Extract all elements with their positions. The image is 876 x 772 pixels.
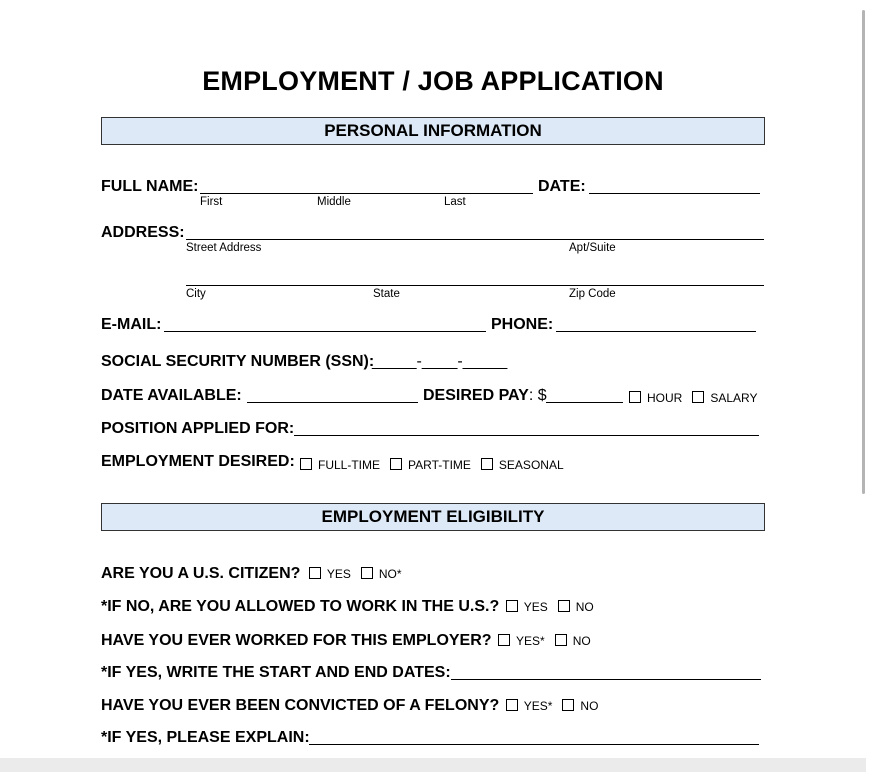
- allowed-yes-label: YES: [523, 600, 548, 614]
- allowed-yes-checkbox[interactable]: [506, 600, 518, 612]
- seasonal-checkbox[interactable]: [481, 458, 493, 470]
- date-available-field[interactable]: [247, 402, 418, 403]
- hour-checkbox[interactable]: [629, 391, 641, 403]
- street-address-field[interactable]: [186, 239, 764, 240]
- ssn-field[interactable]: _____-____-_____: [372, 353, 508, 370]
- felony-no-label: NO: [580, 699, 599, 713]
- citizen-question: ARE YOU A U.S. CITIZEN?: [101, 565, 301, 582]
- worked-row: [101, 632, 601, 650]
- page-title: EMPLOYMENT / JOB APPLICATION: [202, 66, 664, 96]
- address-label: ADDRESS:: [101, 224, 185, 241]
- full-time-checkbox[interactable]: [300, 458, 312, 470]
- state-sublabel: State: [373, 288, 400, 300]
- apt-suite-sublabel: Apt/Suite: [569, 242, 616, 254]
- seasonal-label: SEASONAL: [498, 458, 564, 472]
- desired-pay-label: DESIRED PAY: [423, 387, 529, 404]
- desired-pay-field[interactable]: [546, 402, 623, 403]
- salary-label: SALARY: [710, 391, 758, 405]
- felony-question: HAVE YOU EVER BEEN CONVICTED OF A FELONY?: [101, 697, 500, 714]
- full-name-field[interactable]: [200, 193, 533, 194]
- full-name-label: FULL NAME:: [101, 178, 199, 195]
- hour-label: HOUR: [647, 391, 683, 405]
- part-time-checkbox[interactable]: [390, 458, 402, 470]
- position-applied-label: POSITION APPLIED FOR:: [101, 420, 295, 437]
- date-label: DATE:: [538, 178, 586, 195]
- felony-row: [101, 697, 608, 715]
- date-available-label: DATE AVAILABLE:: [101, 387, 242, 404]
- email-label: E-MAIL:: [101, 316, 162, 333]
- worked-yes-label: YES*: [516, 634, 545, 648]
- part-time-label: PART-TIME: [408, 458, 471, 472]
- allowed-no-label: NO: [575, 600, 594, 614]
- desired-pay-currency: : $: [528, 387, 547, 404]
- full-time-label: FULL-TIME: [318, 458, 381, 472]
- worked-yes-checkbox[interactable]: [498, 634, 510, 646]
- felony-yes-label: YES*: [523, 699, 553, 713]
- email-field[interactable]: [164, 331, 486, 332]
- felony-yes-checkbox[interactable]: [506, 699, 518, 711]
- allowed-no-checkbox[interactable]: [558, 600, 570, 612]
- explain-question: *IF YES, PLEASE EXPLAIN:: [101, 729, 310, 746]
- city-state-zip-field[interactable]: [186, 285, 764, 286]
- last-sublabel: Last: [444, 196, 466, 208]
- scrollbar-track[interactable]: [866, 0, 876, 772]
- section-header-personal: PERSONAL INFORMATION: [101, 117, 765, 145]
- scrollbar-thumb[interactable]: [862, 10, 865, 494]
- first-sublabel: First: [200, 196, 223, 208]
- date-field[interactable]: [589, 193, 760, 194]
- allowed-question: *IF NO, ARE YOU ALLOWED TO WORK IN THE U.S.?: [101, 598, 500, 615]
- desired-pay-group: [423, 387, 547, 405]
- worked-no-label: NO: [572, 634, 591, 648]
- employment-desired-label: EMPLOYMENT DESIRED:: [101, 453, 295, 470]
- phone-label: PHONE:: [491, 316, 554, 333]
- allowed-row: [101, 598, 604, 616]
- explain-field[interactable]: [309, 744, 759, 745]
- dates-question: *IF YES, WRITE THE START AND END DATES:: [101, 664, 451, 681]
- zip-code-sublabel: Zip Code: [569, 288, 616, 300]
- employment-desired-options: [300, 456, 574, 474]
- felony-no-checkbox[interactable]: [562, 699, 574, 711]
- start-end-dates-field[interactable]: [451, 679, 761, 680]
- pay-type-options: [629, 389, 767, 407]
- city-sublabel: City: [186, 288, 206, 300]
- section-header-eligibility: EMPLOYMENT ELIGIBILITY: [101, 503, 765, 531]
- worked-question: HAVE YOU EVER WORKED FOR THIS EMPLOYER?: [101, 632, 492, 649]
- worked-no-checkbox[interactable]: [555, 634, 567, 646]
- position-applied-field[interactable]: [294, 435, 759, 436]
- citizen-no-checkbox[interactable]: [361, 567, 373, 579]
- salary-checkbox[interactable]: [692, 391, 704, 403]
- citizen-row: [101, 565, 412, 583]
- phone-field[interactable]: [556, 331, 756, 332]
- citizen-yes-label: YES: [326, 567, 351, 581]
- ssn-label: SOCIAL SECURITY NUMBER (SSN):: [101, 353, 375, 370]
- street-address-sublabel: Street Address: [186, 242, 262, 254]
- citizen-yes-checkbox[interactable]: [309, 567, 321, 579]
- citizen-no-label: NO*: [378, 567, 402, 581]
- middle-sublabel: Middle: [317, 196, 351, 208]
